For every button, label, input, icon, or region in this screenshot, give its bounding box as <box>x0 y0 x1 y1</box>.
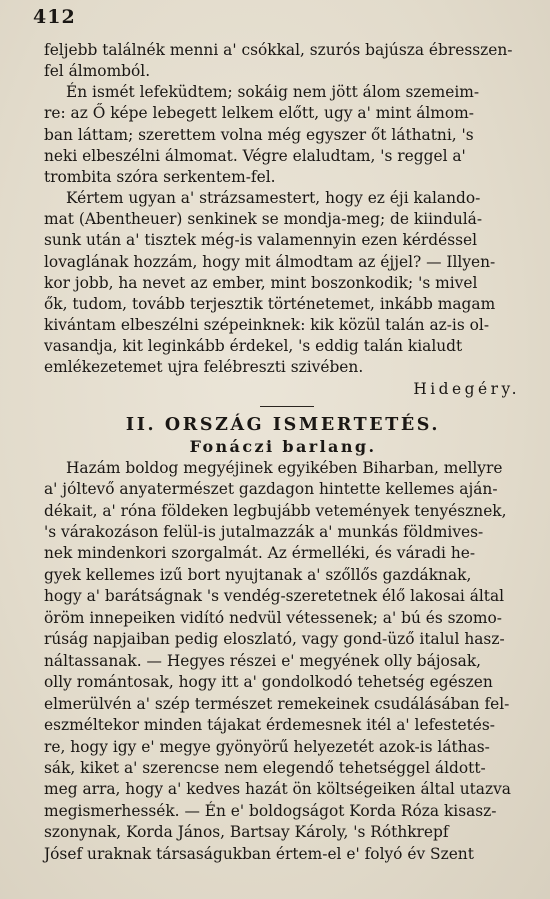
page-number: 412 <box>33 6 76 28</box>
section-divider <box>44 400 522 414</box>
text-line: mat (Abentheuer) senkinek se mondja-meg; de kiindulá- <box>44 210 483 229</box>
text-line: rúság napjaiban pedig eloszlató, vagy gond-üző italul hasz- <box>44 630 505 649</box>
text-line: hogy a' barátságnak 's vendég-szeretetnek élő lakosai által <box>44 587 505 606</box>
text-line: náltassanak. — Hegyes részei e' megyének olly bájosak, <box>44 651 482 670</box>
text-line: Hazám boldog megyéjinek egyikében Biharban, mellyre <box>66 458 503 477</box>
text-line: dékait, a' róna földeken legbujább vetemények tenyésznek, <box>44 501 507 520</box>
text-line: lovaglának hozzám, hogy mit álmodtam az éjjel? — Illyen- <box>44 252 496 271</box>
paragraph-continuation <box>44 40 522 82</box>
text-line: Jósef uraknak társaságukban értem-el e' folyó év Szent <box>44 844 474 863</box>
text-line: Kértem ugyan a' strázsamestert, hogy ez éji kalando- <box>66 189 481 208</box>
article-subheading: Fonáczi barlang. <box>189 436 377 456</box>
text-line: kivántam elbeszélni szépeinknek: kik közül talán az-is ol- <box>44 316 490 335</box>
text-line: 's várakozáson felül-is jutalmazzák a' munkás földmives- <box>44 523 484 542</box>
author-signature: Hidegéry. <box>413 379 520 398</box>
text-line: ők, tudom, tovább terjesztik történetemet, inkább magam <box>44 294 496 313</box>
text-line: megismerhessék. — Én e' boldogságot Korda Róza kisasz- <box>44 801 497 820</box>
paragraph-bihar <box>44 458 522 866</box>
text-line: eszméltekor minden tájakat érdemesnek itél a' lefestetés- <box>44 716 495 735</box>
text-line: fel álmomból. <box>44 62 151 81</box>
page-body <box>44 40 522 865</box>
text-line: elmerülvén a' szép természet remekeinek csudálásában fel- <box>44 694 510 713</box>
text-line: a' jóltevő anyatermészet gazdagon hintette kellemes aján- <box>44 480 498 499</box>
section-heading: II. ORSZÁG ISMERTETÉS. <box>125 414 441 435</box>
text-line: trombita szóra serkentem-fel. <box>44 167 276 186</box>
text-line: vasandja, kit leginkább érdekel, 's eddig talán kialudt <box>44 337 463 356</box>
text-line: neki elbeszélni álmomat. Végre elaludtam, 's reggel a' <box>44 146 466 165</box>
text-line: gyek kellemes izű bort nyujtanak a' szőllős gazdáknak, <box>44 565 472 584</box>
paragraph-request <box>44 188 522 378</box>
text-line: emlékezetemet ujra felébreszti szivében. <box>44 358 364 377</box>
text-line: feljebb találnék menni a' csókkal, szurós bajúsza ébresszen- <box>44 41 513 59</box>
text-line: Én ismét lefeküdtem; sokáig nem jött álom szemeim- <box>66 83 480 102</box>
text-line: szonynak, Korda János, Bartsay Károly, 's Róthkrepf <box>44 823 449 842</box>
text-line: nek mindenkori szorgalmát. Az érmelléki, és váradi he- <box>44 544 476 563</box>
text-line: olly romántosak, hogy itt a' gondolkodó tehetség egészen <box>44 673 493 692</box>
text-line: öröm innepeiken vidító nedvül vétessenek; a' bú és szomo- <box>44 608 502 627</box>
text-line: ban láttam; szerettem volna még egyszer őt láthatni, 's <box>44 125 474 144</box>
text-line: kor jobb, ha nevet az ember, mint boszonkodik; 's mivel <box>44 273 478 292</box>
text-line: sunk után a' tisztek még-is valamennyin ezen kérdéssel <box>44 231 478 250</box>
text-line: sák, kiket a' szerencse nem elegendő tehetséggel áldott- <box>44 759 486 777</box>
text-line: meg arra, hogy a' kedves hazát ön költségeiken által utazva <box>44 780 511 799</box>
text-line: re, hogy igy e' megye gyönyörű helyezetét azok-is láthas- <box>44 737 490 756</box>
text-line: re: az Ő képe lebegett lelkem előtt, ugy a' mint álmom- <box>44 104 474 123</box>
paragraph-dream <box>44 82 522 188</box>
